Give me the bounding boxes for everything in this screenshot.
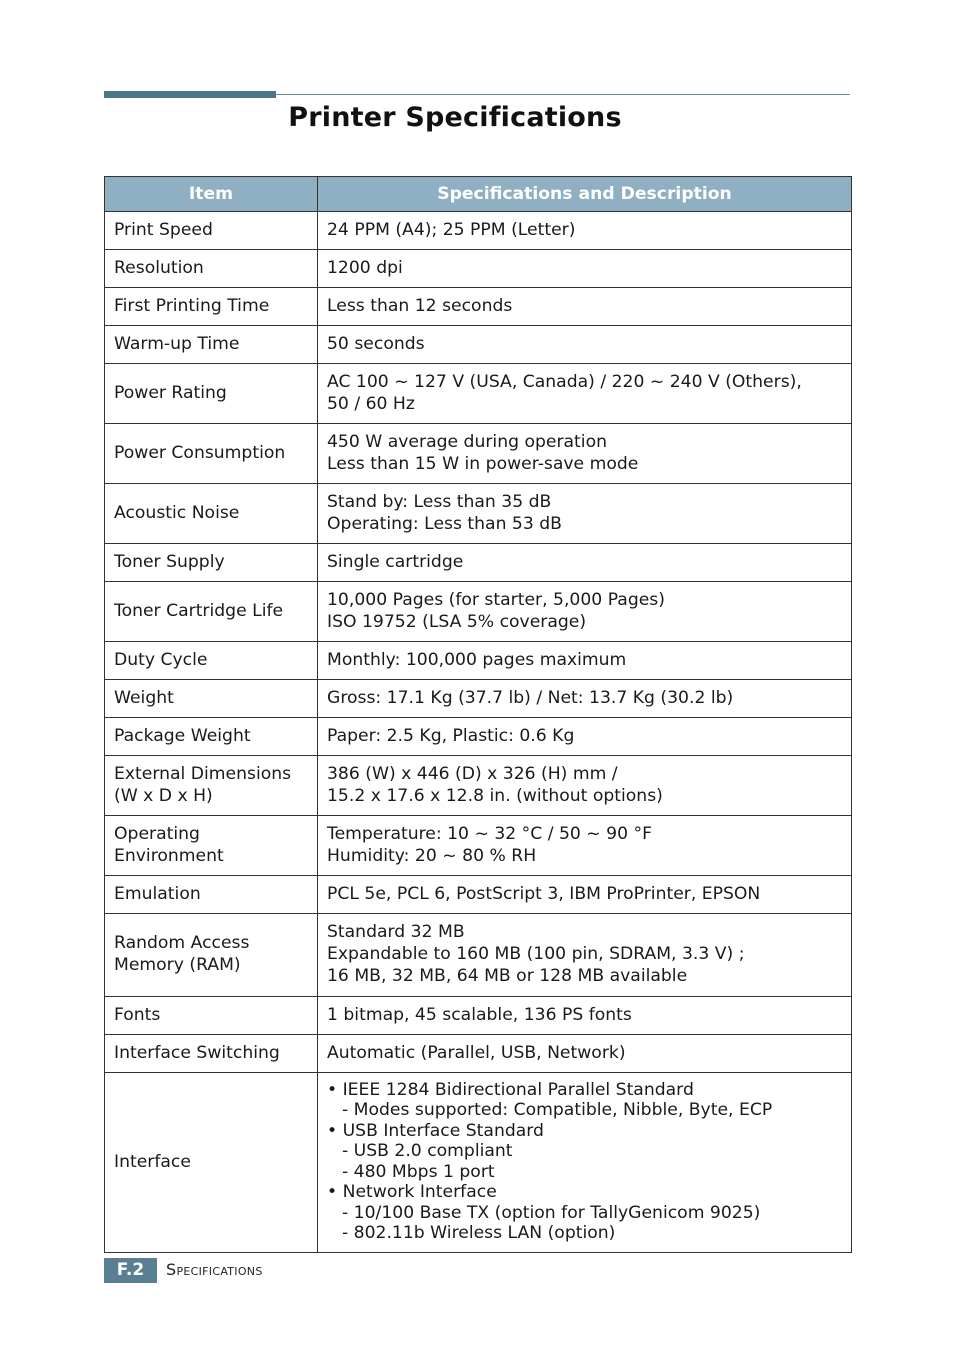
spec-text: PCL 5e, PCL 6, PostScript 3, IBM ProPrinter, EPSON	[327, 883, 761, 904]
spec-text: Paper: 2.5 Kg, Plastic: 0.6 Kg	[327, 725, 575, 746]
spec-text: - 802.11b Wireless LAN (option)	[342, 1223, 616, 1243]
spec-cell	[318, 1035, 852, 1073]
item-text: Emulation	[114, 883, 201, 904]
item-text: External Dimensions	[114, 763, 292, 784]
page-title: Printer Specifications	[288, 102, 622, 133]
item-cell	[105, 582, 318, 642]
item-cell	[105, 816, 318, 876]
spec-cell	[318, 1073, 852, 1253]
spec-cell	[318, 914, 852, 997]
spec-cell	[318, 288, 852, 326]
spec-cell	[318, 212, 852, 250]
table-row	[105, 544, 852, 582]
item-text: Print Speed	[114, 219, 213, 240]
item-cell	[105, 424, 318, 484]
table-row	[105, 326, 852, 364]
spec-cell	[318, 876, 852, 914]
item-text: Fonts	[114, 1004, 161, 1025]
item-cell	[105, 1035, 318, 1073]
item-cell	[105, 718, 318, 756]
table-row	[105, 816, 852, 876]
table-header-row	[105, 177, 852, 212]
table-row	[105, 756, 852, 816]
spec-text: Stand by: Less than 35 dB	[327, 491, 552, 512]
spec-text: Less than 12 seconds	[327, 295, 513, 316]
spec-text: Monthly: 100,000 pages maximum	[327, 649, 627, 670]
spec-text: 16 MB, 32 MB, 64 MB or 128 MB available	[327, 966, 688, 986]
spec-cell	[318, 997, 852, 1035]
spec-text: Operating: Less than 53 dB	[327, 513, 562, 534]
spec-cell	[318, 642, 852, 680]
spec-text: Standard 32 MB	[327, 922, 465, 942]
spec-table-body	[105, 212, 852, 1253]
spec-text: - USB 2.0 compliant	[342, 1141, 513, 1161]
spec-text: AC 100 ~ 127 V (USA, Canada) / 220 ~ 240 V (Others),	[327, 371, 802, 392]
table-row	[105, 1073, 852, 1253]
spec-text: 24 PPM (A4); 25 PPM (Letter)	[327, 219, 576, 240]
table-row	[105, 288, 852, 326]
spec-cell	[318, 484, 852, 544]
spec-text: - 480 Mbps 1 port	[342, 1161, 495, 1182]
spec-text: Automatic (Parallel, USB, Network)	[327, 1042, 626, 1063]
item-cell	[105, 288, 318, 326]
spec-text: • Network Interface	[327, 1182, 497, 1202]
item-cell	[105, 212, 318, 250]
spec-text: 1200 dpi	[327, 257, 403, 278]
section-name: Specifications	[166, 1260, 263, 1279]
item-text: Interface	[114, 1151, 191, 1172]
item-text: Power Rating	[114, 382, 227, 403]
table-row	[105, 997, 852, 1035]
spec-text: Less than 15 W in power-save mode	[327, 453, 639, 474]
spec-cell	[318, 718, 852, 756]
table-row	[105, 718, 852, 756]
spec-cell	[318, 756, 852, 816]
item-text: (W x D x H)	[114, 785, 213, 806]
item-cell	[105, 326, 318, 364]
spec-cell	[318, 424, 852, 484]
header-accent-bar	[104, 91, 276, 98]
table-row	[105, 582, 852, 642]
item-text: Duty Cycle	[114, 649, 208, 670]
item-text: Resolution	[114, 257, 204, 278]
spec-cell	[318, 364, 852, 424]
item-text: First Printing Time	[114, 295, 270, 316]
table-row	[105, 642, 852, 680]
spec-text: 50 / 60 Hz	[327, 393, 415, 414]
item-cell	[105, 484, 318, 544]
spec-text: • USB Interface Standard	[327, 1120, 544, 1141]
page-number-badge: F.2	[104, 1258, 157, 1283]
spec-cell	[318, 326, 852, 364]
table-row	[105, 364, 852, 424]
spec-text: - Modes supported: Compatible, Nibble, Byte, ECP	[342, 1100, 773, 1120]
item-cell	[105, 1073, 318, 1253]
spec-text: 50 seconds	[327, 333, 425, 354]
item-cell	[105, 250, 318, 288]
item-text: Toner Supply	[114, 551, 225, 572]
item-cell	[105, 756, 318, 816]
spec-cell	[318, 816, 852, 876]
spec-text: - 10/100 Base TX (option for TallyGenicom 9025)	[342, 1202, 761, 1223]
table-row	[105, 914, 852, 997]
spec-text: Expandable to 160 MB (100 pin, SDRAM, 3.3 V) ;	[327, 944, 745, 964]
item-text: Toner Cartridge Life	[114, 600, 284, 621]
spec-text: Gross: 17.1 Kg (37.7 lb) / Net: 13.7 Kg (30.2 lb)	[327, 687, 734, 708]
item-text: Interface Switching	[114, 1042, 280, 1063]
item-cell	[105, 997, 318, 1035]
item-text: Memory (RAM)	[114, 955, 241, 975]
table-row	[105, 484, 852, 544]
item-cell	[105, 876, 318, 914]
item-cell	[105, 544, 318, 582]
item-text: Operating Environment	[114, 823, 224, 866]
item-cell	[105, 680, 318, 718]
table-row	[105, 250, 852, 288]
spec-text: 450 W average during operation	[327, 431, 607, 452]
table-row	[105, 680, 852, 718]
item-text: Power Consumption	[114, 442, 286, 463]
spec-text: 1 bitmap, 45 scalable, 136 PS fonts	[327, 1004, 632, 1025]
spec-text: • IEEE 1284 Bidirectional Parallel Standard	[327, 1079, 694, 1100]
item-text: Random Access	[114, 933, 250, 953]
spec-text: ISO 19752 (LSA 5% coverage)	[327, 611, 587, 632]
item-cell	[105, 914, 318, 997]
spec-text: 10,000 Pages (for starter, 5,000 Pages)	[327, 589, 665, 610]
spec-cell	[318, 680, 852, 718]
item-cell	[105, 642, 318, 680]
column-header-spec: Specifications and Description	[318, 177, 852, 212]
item-cell	[105, 364, 318, 424]
spec-text: Humidity: 20 ~ 80 % RH	[327, 845, 537, 866]
spec-text: Single cartridge	[327, 551, 464, 572]
item-text: Warm-up Time	[114, 333, 240, 354]
spec-table	[104, 176, 852, 1253]
spec-cell	[318, 544, 852, 582]
spec-cell	[318, 250, 852, 288]
spec-text: 15.2 x 17.6 x 12.8 in. (without options)	[327, 785, 663, 806]
spec-text: Temperature: 10 ~ 32 °C / 50 ~ 90 °F	[327, 823, 652, 844]
item-text: Acoustic Noise	[114, 502, 240, 523]
table-row	[105, 876, 852, 914]
table-row	[105, 212, 852, 250]
column-header-item: Item	[105, 177, 318, 212]
item-text: Weight	[114, 687, 174, 708]
spec-cell	[318, 582, 852, 642]
table-row	[105, 1035, 852, 1073]
spec-text: 386 (W) x 446 (D) x 326 (H) mm /	[327, 763, 618, 784]
item-text: Package Weight	[114, 725, 251, 746]
table-row	[105, 424, 852, 484]
